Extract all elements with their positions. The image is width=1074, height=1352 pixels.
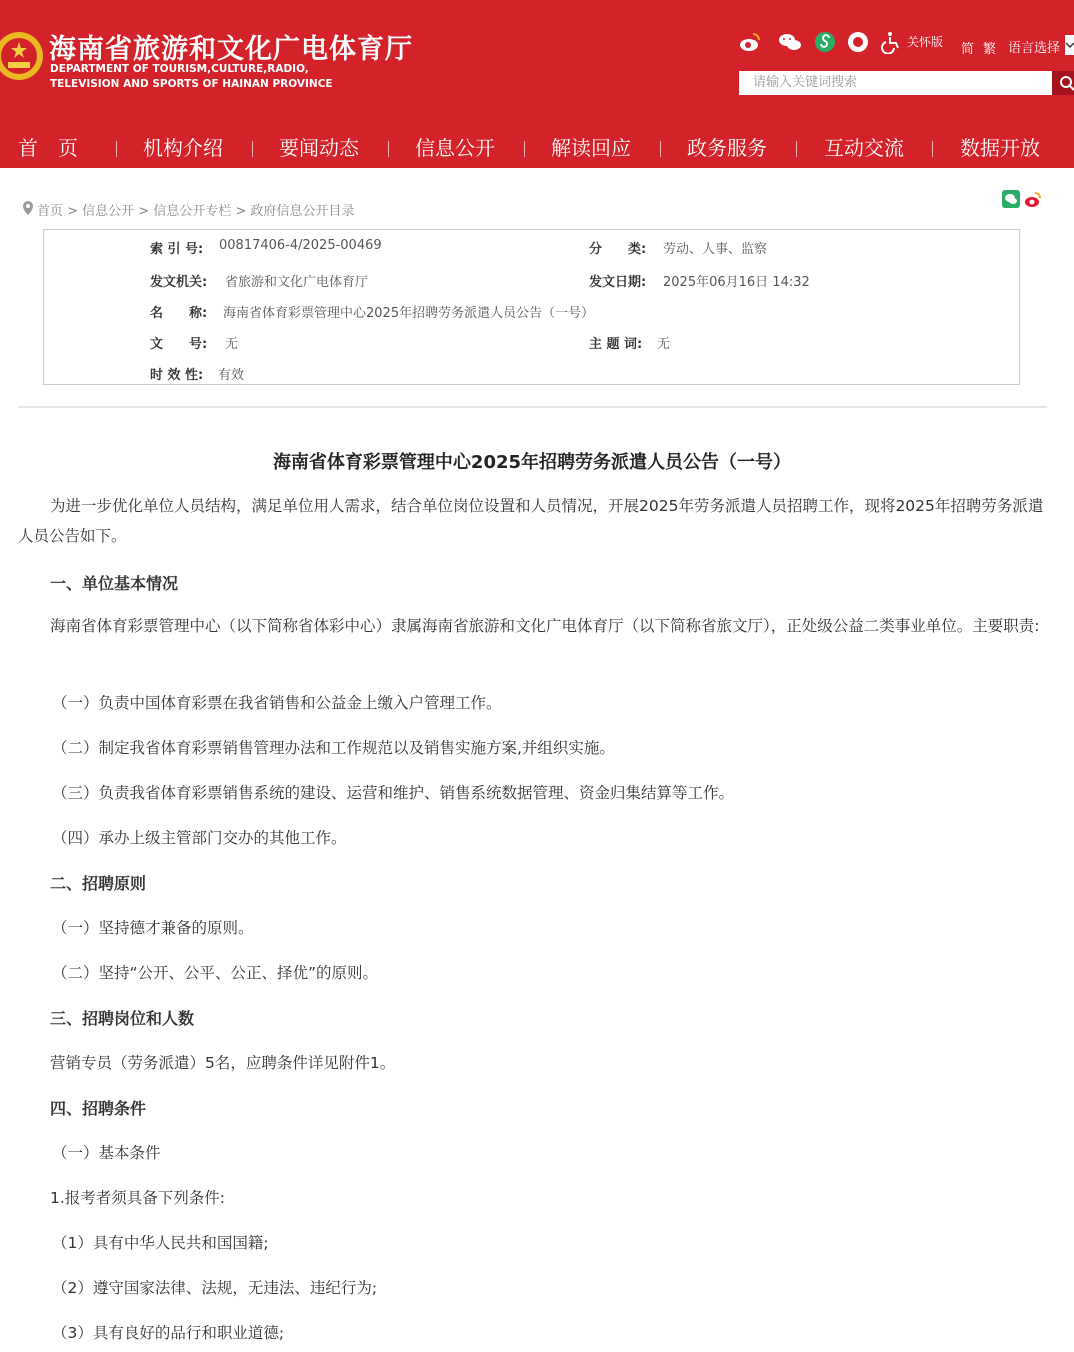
- site-title-english: DEPARTMENT OF TOURISM,CULTURE,RADIO, TELEVISION AND SPORTS OF HAINAN PROVINCE: [50, 63, 333, 90]
- article-paragraph: 海南省体育彩票管理中心（以下简称省体彩中心）隶属海南省旅游和文化广电体育厅（以下简称省旅文厅），正处级公益二类事业单位。主要职责:: [50, 617, 1040, 635]
- name-label: 名 称:: [150, 306, 208, 321]
- traditional-link[interactable]: 繁: [983, 42, 997, 57]
- condition-item: （2）遵守国家法律、法规，无违法、违纪行为;: [52, 1279, 378, 1297]
- nav-divider: [932, 141, 933, 157]
- duty-item: （三）负责我省体育彩票销售系统的建设、运营和维护、销售系统数据管理、资金归集结算等工作。: [52, 784, 735, 802]
- section-heading: 四、招聘条件: [50, 1099, 147, 1118]
- category-label: 分 类:: [589, 242, 647, 257]
- nav-divider: [524, 141, 525, 157]
- wechat-share-icon[interactable]: [1002, 190, 1020, 208]
- article-intro: 为进一步优化单位人员结构，满足单位用人需求，结合单位岗位设置和人员情况，开展2025年劳务派遣人员招聘工作，现将2025年招聘劳务派遣人员公告如下。: [18, 497, 1044, 545]
- section-heading: 二、招聘原则: [50, 874, 147, 893]
- subject-label: 主 题 词:: [589, 337, 643, 352]
- search-button[interactable]: [1052, 71, 1074, 95]
- docno-value: 无: [225, 337, 239, 352]
- duty-item: （二）制定我省体育彩票销售管理办法和工作规范以及销售实施方案,并组织实施。: [52, 739, 615, 757]
- subject-value: 无: [657, 337, 671, 352]
- index-label: 索 引 号:: [150, 242, 204, 257]
- category-value: 劳动、人事、监察: [663, 242, 768, 257]
- simplified-link[interactable]: 简: [961, 42, 975, 57]
- issuer-label: 发文机关:: [150, 275, 208, 290]
- nav-divider: [252, 141, 253, 157]
- nav-news[interactable]: 要闻动态: [279, 136, 359, 160]
- site-title[interactable]: 海南省旅游和文化广电体育厅: [49, 34, 413, 65]
- condition-item: （1）具有中华人民共和国国籍;: [52, 1234, 269, 1252]
- duty-item: （一）负责中国体育彩票在我省销售和公益金上缴入户管理工作。: [52, 694, 502, 712]
- wechat-icon[interactable]: [778, 30, 802, 54]
- app-icon[interactable]: [846, 30, 870, 54]
- divider: [18, 406, 1047, 408]
- section-heading: 三、招聘岗位和人数: [50, 1009, 195, 1028]
- subsection-heading: （一）基本条件: [52, 1144, 161, 1162]
- miniprogram-icon[interactable]: [813, 30, 837, 54]
- nav-services[interactable]: 政务服务: [687, 136, 767, 160]
- care-mode-link[interactable]: 关怀版: [907, 35, 944, 49]
- accessibility-icon[interactable]: [880, 30, 904, 54]
- date-label: 发文日期:: [589, 275, 647, 290]
- duty-item: （四）承办上级主管部门交办的其他工作。: [52, 829, 347, 847]
- issuer-value: 省旅游和文化广电体育厅: [225, 275, 369, 290]
- validity-label: 时 效 性:: [150, 368, 204, 383]
- weibo-share-icon[interactable]: [1024, 190, 1042, 208]
- validity-value: 有效: [218, 368, 245, 383]
- nav-divider: [796, 141, 797, 157]
- search-icon: [1052, 71, 1074, 95]
- nav-open-data[interactable]: 数据开放: [960, 136, 1040, 160]
- principle-item: （二）坚持“公开、公平、公正、择优”的原则。: [52, 964, 379, 982]
- weibo-icon[interactable]: [738, 30, 762, 54]
- language-select[interactable]: 语言选择: [1008, 41, 1061, 56]
- search-input[interactable]: 请输入关键词搜索: [739, 71, 1052, 95]
- nav-divider: [660, 141, 661, 157]
- nav-divider: [116, 141, 117, 157]
- condition-item: （3）具有良好的品行和职业道德;: [52, 1324, 285, 1342]
- nav-interaction[interactable]: 互动交流: [824, 136, 904, 160]
- index-value: 00817406-4/2025-00469: [219, 238, 382, 253]
- date-value: 2025年06月16日 14:32: [663, 275, 810, 290]
- docno-label: 文 号:: [150, 337, 208, 352]
- nav-info-disclosure[interactable]: 信息公开: [415, 136, 495, 160]
- document-metadata: [43, 229, 1020, 385]
- article-title: 海南省体育彩票管理中心2025年招聘劳务派遣人员公告（一号）: [272, 452, 792, 473]
- national-emblem-icon: [0, 24, 44, 88]
- nav-home[interactable]: 首 页: [18, 136, 78, 160]
- name-value: 海南省体育彩票管理中心2025年招聘劳务派遣人员公告（一号）: [223, 306, 595, 321]
- breadcrumb[interactable]: 首页 > 信息公开 > 信息公开专栏 > 政府信息公开目录: [37, 204, 355, 219]
- nav-interpretation[interactable]: 解读回应: [551, 136, 631, 160]
- language-dropdown[interactable]: [1065, 35, 1074, 55]
- section-heading: 一、单位基本情况: [50, 574, 179, 593]
- chevron-down-icon: [1065, 35, 1074, 55]
- post-description: 营销专员（劳务派遣）5名，应聘条件详见附件1。: [50, 1054, 396, 1072]
- location-icon: [22, 201, 34, 215]
- site-header: [0, 0, 1074, 168]
- nav-organization[interactable]: 机构介绍: [143, 136, 223, 160]
- nav-divider: [388, 141, 389, 157]
- main-nav: [0, 132, 1074, 166]
- condition-intro: 1.报考者须具备下列条件:: [50, 1189, 226, 1207]
- principle-item: （一）坚持德才兼备的原则。: [52, 919, 254, 937]
